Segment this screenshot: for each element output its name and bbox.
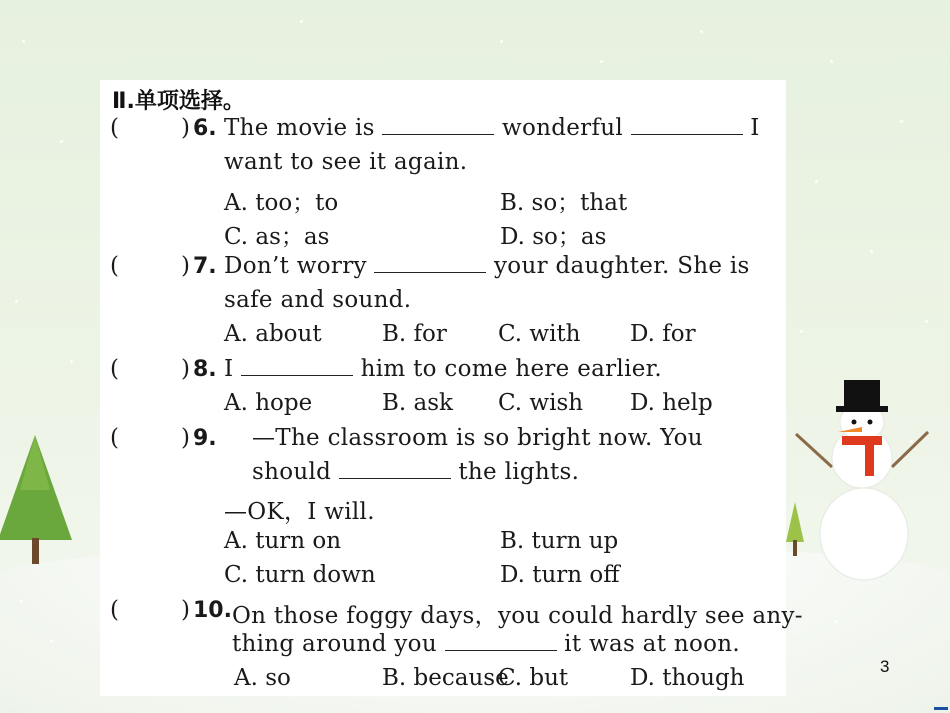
snowflake (925, 320, 928, 323)
question-number: 6. (193, 116, 217, 141)
answer-option: B. so；that (500, 189, 628, 216)
answer-option: C. but (498, 665, 569, 692)
answer-blank[interactable] (382, 116, 494, 135)
answer-option: D. help (630, 390, 713, 417)
question-text: should (252, 459, 339, 485)
question-text-line (232, 631, 740, 657)
answer-option: A. about (224, 321, 322, 348)
question-text-line (252, 459, 579, 485)
question-text: On those foggy days，you could hardly see any- (232, 602, 803, 629)
answer-option: A. turn on (224, 527, 342, 554)
answer-option: C. with (498, 321, 581, 348)
question-text: The movie is (224, 115, 383, 141)
snowflake (22, 40, 25, 43)
answer-option: C. wish (498, 390, 584, 417)
answer-paren-open: ( (110, 252, 119, 279)
answer-option: B. turn up (500, 527, 619, 554)
snowflake (830, 60, 833, 63)
question-text-line (224, 287, 411, 313)
question-text-line (232, 597, 803, 630)
answer-blank[interactable] (374, 254, 486, 273)
answer-paren-close[interactable]: ) (181, 424, 190, 451)
question-text: want to see it again. (224, 149, 468, 176)
snowflake (700, 30, 703, 33)
question-text: I (224, 355, 241, 382)
question-text-line (224, 493, 375, 526)
question-text-line (252, 425, 703, 451)
answer-option: A. so (234, 665, 291, 692)
question-text: Don’t worry (224, 252, 375, 279)
question-number: 8. (193, 356, 217, 382)
snowflake (835, 620, 838, 623)
slide-nav-mark (934, 707, 948, 710)
question-text: your daughter. She is (486, 252, 750, 279)
answer-blank[interactable] (631, 116, 743, 135)
snowflake (300, 20, 303, 23)
snowflake (20, 600, 23, 603)
question-text: it was at noon. (556, 631, 740, 657)
answer-paren-close[interactable]: ) (181, 355, 190, 382)
answer-paren-open: ( (110, 424, 119, 451)
pine-tree-icon (0, 430, 80, 570)
question-text: —OK，I will. (224, 499, 375, 526)
answer-option: B. ask (382, 390, 453, 417)
answer-option: D. so；as (500, 224, 607, 251)
answer-option: C. turn down (224, 562, 376, 589)
answer-option: D. though (630, 665, 745, 692)
answer-paren-open: ( (110, 596, 119, 623)
answer-option: D. for (630, 321, 696, 348)
snowflake (60, 140, 63, 143)
question-text-line (224, 253, 750, 279)
page-number: 3 (880, 657, 890, 676)
answer-blank[interactable] (445, 632, 557, 651)
snowflake (800, 330, 803, 333)
question-number: 9. (193, 425, 217, 451)
answer-paren-close[interactable]: ) (181, 252, 190, 279)
question-text-line (224, 115, 760, 141)
answer-blank[interactable] (241, 357, 353, 376)
answer-blank[interactable] (339, 460, 451, 479)
answer-option: B. because (382, 665, 509, 692)
answer-option: B. for (382, 321, 447, 348)
snowflake (50, 640, 53, 643)
section-title: Ⅱ.单项选择。 (112, 89, 245, 114)
snowflake (500, 40, 503, 43)
snowflake (600, 60, 603, 63)
snowflake (870, 250, 873, 253)
question-number: 7. (193, 253, 217, 279)
question-text-line (224, 356, 662, 382)
question-text: the lights. (450, 459, 580, 485)
answer-option: A. hope (224, 390, 313, 417)
answer-option: D. turn off (500, 562, 620, 589)
answer-option: C. as；as (224, 224, 330, 251)
answer-paren-close[interactable]: ) (181, 596, 190, 623)
answer-paren-close[interactable]: ) (181, 115, 190, 141)
answer-option: A. too；to (224, 189, 339, 216)
question-text: wonderful (494, 115, 631, 141)
snowflake (15, 300, 18, 303)
snowflake (815, 180, 818, 183)
question-text: thing around you (232, 631, 445, 657)
answer-paren-open: ( (110, 115, 119, 141)
question-text: safe and sound. (224, 287, 412, 313)
snowflake (70, 360, 73, 363)
question-text: —The classroom is so bright now. You (252, 424, 703, 451)
question-text-line (224, 149, 467, 175)
question-text: I (742, 115, 760, 141)
question-number: 10. (193, 597, 232, 623)
snowman-icon (792, 372, 942, 592)
question-text: him to come here earlier. (353, 355, 663, 382)
answer-paren-open: ( (110, 355, 119, 382)
snowflake (900, 120, 903, 123)
